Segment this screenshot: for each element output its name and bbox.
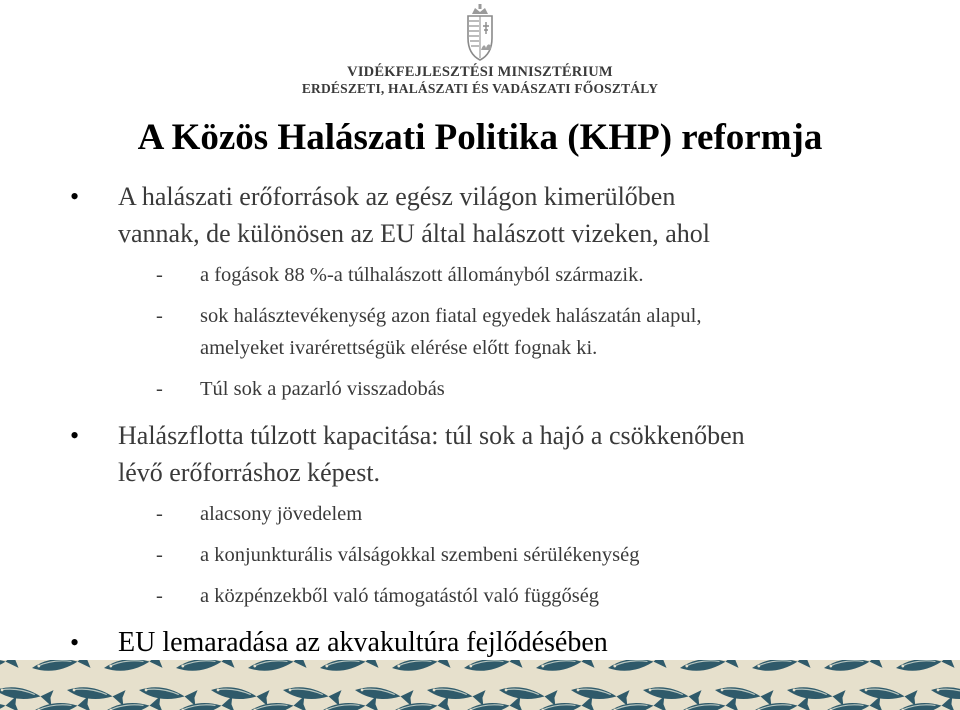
fish-shape xyxy=(103,660,163,676)
fish-shape xyxy=(786,682,846,706)
header xyxy=(0,0,960,100)
sub-item-text: Túl sok a pazarló visszadobás xyxy=(200,378,445,400)
fish-shape xyxy=(823,696,883,710)
sub-item: - a konjunkturális válságokkal szembeni sérülékenység xyxy=(156,544,640,566)
fish-shape xyxy=(175,696,235,710)
fish-shape xyxy=(66,682,126,706)
fish-shape xyxy=(607,660,667,676)
fish-shape xyxy=(319,696,379,710)
fish-shape xyxy=(751,696,811,710)
fish-pattern-footer xyxy=(0,660,960,710)
sub-item: - Túl sok a pazarló visszadobás xyxy=(156,378,445,400)
fish-shape xyxy=(930,682,960,706)
bullet-item xyxy=(70,624,940,661)
sub-item: - sok halásztevékenység azon fiatal egyedek halászatán alapul, xyxy=(156,305,702,327)
fish-shape xyxy=(391,660,451,676)
fish-shape xyxy=(535,696,595,710)
fish-shape xyxy=(858,682,918,706)
fish-shape xyxy=(570,682,630,706)
bullet-text-line: A halászati erőforrások az egész világon kimerülőben xyxy=(118,182,676,211)
fish-shape xyxy=(607,696,667,710)
sub-item-text: amelyeket ivarérettségük elérése előtt fognak ki. xyxy=(200,337,598,359)
fish-shape xyxy=(391,696,451,710)
fish-shape xyxy=(679,696,739,710)
fish-shape xyxy=(247,696,307,710)
fish-shape xyxy=(463,660,523,676)
bullet-marker: • xyxy=(70,182,80,211)
fish-shape xyxy=(895,696,955,710)
fish-shape xyxy=(463,696,523,710)
fish-shape xyxy=(426,682,486,706)
bullet-marker: • xyxy=(70,421,80,450)
fish-shape xyxy=(31,660,91,676)
fish-pattern-icon xyxy=(0,660,960,710)
bullet-text-line: lévő erőforráshoz képest. xyxy=(118,458,381,487)
bullet-marker: • xyxy=(70,628,80,657)
fish-shape xyxy=(247,660,307,676)
sub-item-text: a közpénzekből való támogatástól való függőség xyxy=(200,585,600,607)
fish-shape xyxy=(319,660,379,676)
sub-item-text: a konjunkturális válságokkal szembeni sérülékenység xyxy=(200,544,640,566)
bullet-item xyxy=(70,178,940,252)
fish-shape xyxy=(354,682,414,706)
sub-item-text: a fogások 88 %-a túlhalászott állományból származik. xyxy=(200,264,644,286)
sub-item-text: alacsony jövedelem xyxy=(200,503,363,525)
fish-shape xyxy=(138,682,198,706)
fish-shape xyxy=(175,660,235,676)
page-title: A Közös Halászati Politika (KHP) reformja xyxy=(137,117,823,158)
fish-shape xyxy=(498,682,558,706)
fish-shape xyxy=(679,660,739,676)
fish-shape xyxy=(0,682,54,706)
fish-shape xyxy=(0,660,19,676)
department-name: ERDÉSZETI, HALÁSZATI ÉS VADÁSZATI FŐOSZTÁLY xyxy=(301,81,659,96)
sub-item-continuation xyxy=(70,334,940,363)
fish-shape xyxy=(751,660,811,676)
fish-shape xyxy=(823,660,883,676)
bullet-text-line: EU lemaradása az akvakultúra fejlődésében xyxy=(118,627,608,658)
bullet-text-line: Halászflotta túlzott kapacitása: túl sok a hajó a csökkenőben xyxy=(118,421,745,450)
bullet-item xyxy=(70,417,940,491)
fish-shape xyxy=(535,660,595,676)
fish-shape xyxy=(210,682,270,706)
ministry-name: VIDÉKFEJLESZTÉSI MINISZTÉRIUM xyxy=(347,64,613,80)
sub-item: - a fogások 88 %-a túlhalászott állományból származik. xyxy=(156,264,644,286)
fish-shape xyxy=(895,660,955,676)
sub-item-text: sok halásztevékenység azon fiatal egyedek halászatán alapul, xyxy=(200,305,702,327)
fish-shape xyxy=(103,696,163,710)
bullet-text-line: vannak, de különösen az EU által halászott vizeken, ahol xyxy=(118,219,711,248)
bullet-list xyxy=(70,178,940,661)
sub-item: - alacsony jövedelem xyxy=(156,503,363,525)
fish-shape xyxy=(642,682,702,706)
fish-shape xyxy=(31,696,91,710)
fish-shape xyxy=(714,682,774,706)
fish-shape xyxy=(282,682,342,706)
hungarian-crest-icon xyxy=(464,4,496,62)
fish-shape xyxy=(0,696,19,710)
sub-item: - a közpénzekből való támogatástól való függőség xyxy=(156,585,600,607)
